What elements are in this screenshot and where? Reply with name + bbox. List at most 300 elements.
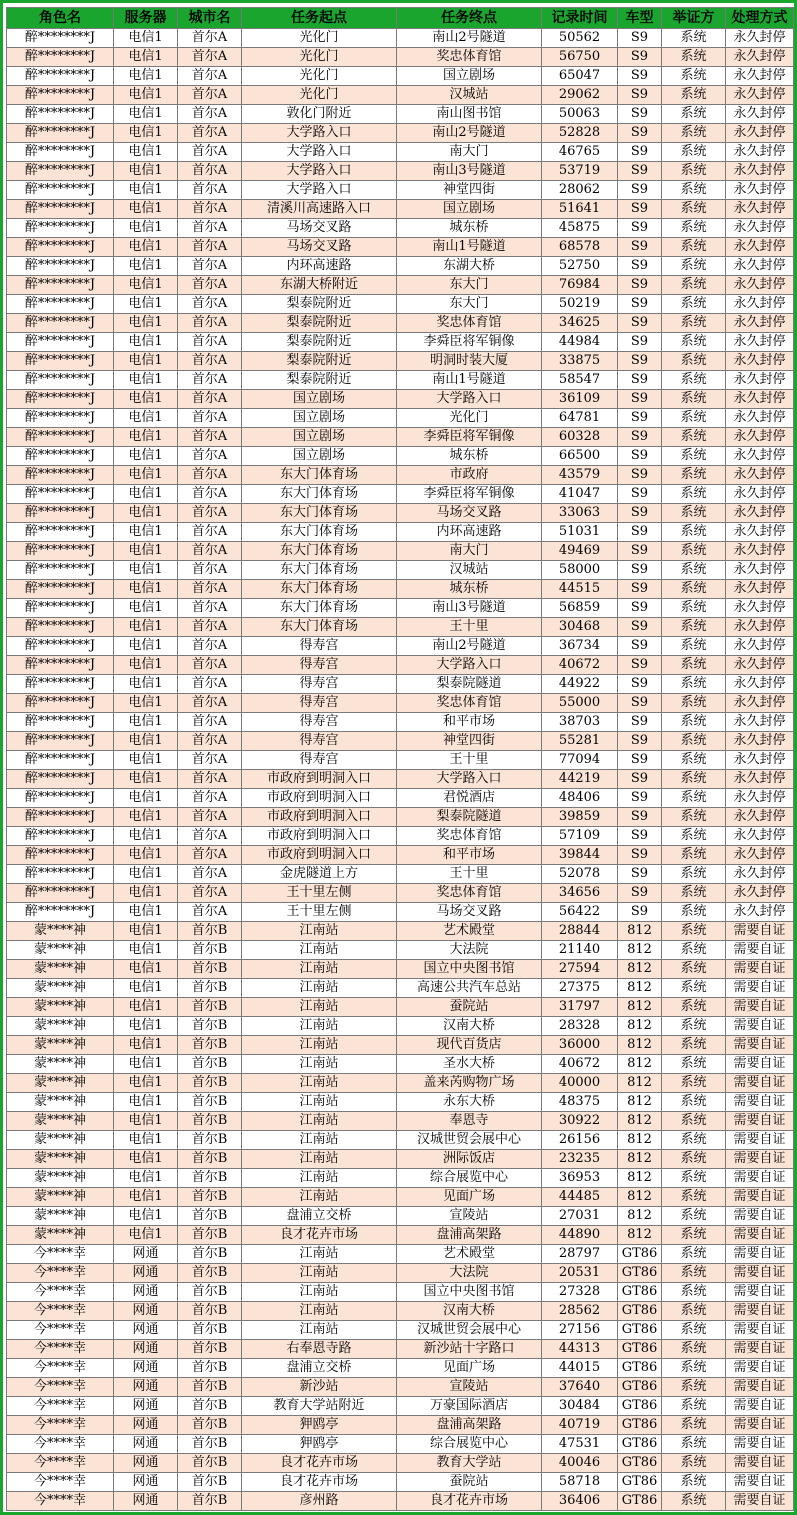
table-row [7,770,794,789]
end-point-cell: 城东桥 [397,580,542,599]
table-row [7,1473,794,1492]
city-cell: 首尔A [178,485,242,504]
car-model-cell: S9 [618,542,662,561]
table-row [7,447,794,466]
action-cell: 需要自证 [726,998,794,1017]
start-point-cell: 东大门体育场 [242,504,397,523]
end-point-cell: 李舜臣将军铜像 [397,333,542,352]
car-model-cell: S9 [618,466,662,485]
car-model-cell: S9 [618,428,662,447]
end-point-cell: 大学路入口 [397,770,542,789]
table-row [7,1264,794,1283]
end-point-cell: 圣水大桥 [397,1055,542,1074]
reporter-cell: 系统 [662,1492,726,1511]
car-model-cell: 812 [618,998,662,1017]
end-point-cell: 宣陵站 [397,1378,542,1397]
table-row [7,561,794,580]
role-name-cell: 蒙****神 [7,1074,114,1093]
record-time-cell: 57109 [542,827,618,846]
city-cell: 首尔A [178,618,242,637]
reporter-cell: 系统 [662,1473,726,1492]
city-cell: 首尔A [178,599,242,618]
city-cell: 首尔B [178,1454,242,1473]
action-cell: 需要自证 [726,1112,794,1131]
end-point-cell: 马场交叉路 [397,504,542,523]
action-cell: 永久封停 [726,580,794,599]
car-model-cell: GT86 [618,1359,662,1378]
record-time-cell: 27594 [542,960,618,979]
car-model-cell: S9 [618,523,662,542]
table-row [7,238,794,257]
city-cell: 首尔A [178,124,242,143]
table-row [7,941,794,960]
car-model-cell: S9 [618,238,662,257]
role-name-cell: 蒙****神 [7,1055,114,1074]
role-name-cell: 醉********J [7,770,114,789]
reporter-cell: 系统 [662,1359,726,1378]
reporter-cell: 系统 [662,352,726,371]
car-model-cell: GT86 [618,1454,662,1473]
table-row [7,1283,794,1302]
end-point-cell: 城东桥 [397,447,542,466]
end-point-cell: 梨泰院隧道 [397,808,542,827]
action-cell: 永久封停 [726,409,794,428]
start-point-cell: 东大门体育场 [242,618,397,637]
end-point-cell: 见面广场 [397,1359,542,1378]
record-time-cell: 44890 [542,1226,618,1245]
role-name-cell: 醉********J [7,162,114,181]
action-cell: 需要自证 [726,1321,794,1340]
action-cell: 需要自证 [726,1150,794,1169]
server-cell: 电信1 [114,979,178,998]
role-name-cell: 今****幸 [7,1321,114,1340]
role-name-cell: 蒙****神 [7,1226,114,1245]
end-point-cell: 和平市场 [397,713,542,732]
record-time-cell: 44313 [542,1340,618,1359]
role-name-cell: 蒙****神 [7,941,114,960]
table-row [7,1340,794,1359]
start-point-cell: 市政府到明洞入口 [242,770,397,789]
record-time-cell: 44515 [542,580,618,599]
server-cell: 电信1 [114,1150,178,1169]
end-point-cell: 艺术殿堂 [397,1245,542,1264]
car-model-cell: GT86 [618,1283,662,1302]
reporter-cell: 系统 [662,1017,726,1036]
end-point-cell: 良才花卉市场 [397,1492,542,1511]
reporter-cell: 系统 [662,846,726,865]
reporter-cell: 系统 [662,751,726,770]
role-name-cell: 醉********J [7,599,114,618]
end-point-cell: 明洞时装大厦 [397,352,542,371]
table-row [7,86,794,105]
role-name-cell: 醉********J [7,257,114,276]
record-time-cell: 29062 [542,86,618,105]
end-point-cell: 王十里 [397,618,542,637]
record-time-cell: 41047 [542,485,618,504]
table-row [7,466,794,485]
city-cell: 首尔B [178,1435,242,1454]
car-model-cell: S9 [618,314,662,333]
action-cell: 永久封停 [726,428,794,447]
server-cell: 电信1 [114,314,178,333]
record-time-cell: 36953 [542,1169,618,1188]
reporter-cell: 系统 [662,390,726,409]
server-cell: 电信1 [114,67,178,86]
role-name-cell: 醉********J [7,884,114,903]
server-cell: 电信1 [114,29,178,48]
role-name-cell: 醉********J [7,637,114,656]
table-row [7,1074,794,1093]
start-point-cell: 得寿宫 [242,675,397,694]
start-point-cell: 江南站 [242,1283,397,1302]
role-name-cell: 蒙****神 [7,1112,114,1131]
table-row [7,1378,794,1397]
record-time-cell: 40046 [542,1454,618,1473]
reporter-cell: 系统 [662,1093,726,1112]
city-cell: 首尔B [178,922,242,941]
end-point-cell: 蚕院站 [397,1473,542,1492]
city-cell: 首尔B [178,1416,242,1435]
car-model-cell: 812 [618,1017,662,1036]
start-point-cell: 江南站 [242,941,397,960]
start-point-cell: 江南站 [242,1112,397,1131]
action-cell: 永久封停 [726,751,794,770]
city-cell: 首尔A [178,637,242,656]
reporter-cell: 系统 [662,1188,726,1207]
column-header-car-model: 车型 [618,8,662,29]
table-row [7,200,794,219]
city-cell: 首尔B [178,979,242,998]
table-row [7,1036,794,1055]
server-cell: 电信1 [114,637,178,656]
city-cell: 首尔A [178,352,242,371]
start-point-cell: 得寿宫 [242,694,397,713]
action-cell: 永久封停 [726,561,794,580]
start-point-cell: 得寿宫 [242,732,397,751]
end-point-cell: 奖忠体育馆 [397,884,542,903]
end-point-cell: 大学路入口 [397,390,542,409]
table-row [7,428,794,447]
role-name-cell: 今****幸 [7,1473,114,1492]
role-name-cell: 醉********J [7,447,114,466]
record-time-cell: 40672 [542,1055,618,1074]
reporter-cell: 系统 [662,827,726,846]
start-point-cell: 国立剧场 [242,428,397,447]
car-model-cell: S9 [618,124,662,143]
action-cell: 需要自证 [726,922,794,941]
table-row [7,713,794,732]
start-point-cell: 狎鸥亭 [242,1416,397,1435]
table-row [7,1416,794,1435]
table-row [7,143,794,162]
role-name-cell: 今****幸 [7,1302,114,1321]
car-model-cell: S9 [618,200,662,219]
table-row [7,371,794,390]
start-point-cell: 新沙站 [242,1378,397,1397]
table-row [7,637,794,656]
record-time-cell: 33063 [542,504,618,523]
role-name-cell: 醉********J [7,827,114,846]
start-point-cell: 大学路入口 [242,143,397,162]
start-point-cell: 市政府到明洞入口 [242,789,397,808]
end-point-cell: 永东大桥 [397,1093,542,1112]
record-time-cell: 53719 [542,162,618,181]
end-point-cell: 奖忠体育馆 [397,48,542,67]
reporter-cell: 系统 [662,1340,726,1359]
end-point-cell: 奖忠体育馆 [397,314,542,333]
server-cell: 网通 [114,1264,178,1283]
column-header-start-point: 任务起点 [242,8,397,29]
record-time-cell: 21140 [542,941,618,960]
record-time-cell: 51031 [542,523,618,542]
record-time-cell: 40000 [542,1074,618,1093]
server-cell: 网通 [114,1378,178,1397]
record-time-cell: 52828 [542,124,618,143]
server-cell: 电信1 [114,1131,178,1150]
table-row [7,1302,794,1321]
table-row [7,162,794,181]
role-name-cell: 醉********J [7,808,114,827]
record-time-cell: 45875 [542,219,618,238]
record-time-cell: 39859 [542,808,618,827]
server-cell: 电信1 [114,504,178,523]
record-time-cell: 20531 [542,1264,618,1283]
role-name-cell: 醉********J [7,390,114,409]
end-point-cell: 奖忠体育馆 [397,694,542,713]
car-model-cell: S9 [618,371,662,390]
start-point-cell: 江南站 [242,1245,397,1264]
reporter-cell: 系统 [662,1150,726,1169]
city-cell: 首尔A [178,314,242,333]
role-name-cell: 醉********J [7,181,114,200]
table-row [7,808,794,827]
start-point-cell: 东大门体育场 [242,599,397,618]
reporter-cell: 系统 [662,1131,726,1150]
action-cell: 需要自证 [726,979,794,998]
reporter-cell: 系统 [662,371,726,390]
server-cell: 电信1 [114,352,178,371]
action-cell: 永久封停 [726,637,794,656]
action-cell: 需要自证 [726,1055,794,1074]
end-point-cell: 李舜臣将军铜像 [397,485,542,504]
server-cell: 网通 [114,1492,178,1511]
reporter-cell: 系统 [662,542,726,561]
start-point-cell: 梨泰院附近 [242,371,397,390]
action-cell: 需要自证 [726,1188,794,1207]
action-cell: 需要自证 [726,1264,794,1283]
end-point-cell: 市政府 [397,466,542,485]
server-cell: 电信1 [114,485,178,504]
car-model-cell: S9 [618,257,662,276]
city-cell: 首尔A [178,428,242,447]
end-point-cell: 汉城世贸会展中心 [397,1131,542,1150]
table-row [7,29,794,48]
reporter-cell: 系统 [662,1302,726,1321]
car-model-cell: GT86 [618,1435,662,1454]
role-name-cell: 蒙****神 [7,960,114,979]
action-cell: 永久封停 [726,884,794,903]
car-model-cell: 812 [618,941,662,960]
reporter-cell: 系统 [662,808,726,827]
table-row [7,599,794,618]
car-model-cell: S9 [618,694,662,713]
car-model-cell: S9 [618,29,662,48]
role-name-cell: 醉********J [7,789,114,808]
column-header-server: 服务器 [114,8,178,29]
role-name-cell: 醉********J [7,219,114,238]
table-row [7,1359,794,1378]
action-cell: 永久封停 [726,67,794,86]
start-point-cell: 光化门 [242,86,397,105]
server-cell: 电信1 [114,732,178,751]
table-row [7,580,794,599]
record-time-cell: 23235 [542,1150,618,1169]
record-time-cell: 66500 [542,447,618,466]
end-point-cell: 现代百货店 [397,1036,542,1055]
city-cell: 首尔B [178,1093,242,1112]
start-point-cell: 大学路入口 [242,181,397,200]
role-name-cell: 蒙****神 [7,1036,114,1055]
action-cell: 永久封停 [726,542,794,561]
city-cell: 首尔B [178,1207,242,1226]
city-cell: 首尔A [178,770,242,789]
table-row [7,409,794,428]
end-point-cell: 神堂四街 [397,181,542,200]
car-model-cell: S9 [618,770,662,789]
record-time-cell: 51641 [542,200,618,219]
city-cell: 首尔B [178,960,242,979]
penalty-table [6,7,794,1511]
server-cell: 电信1 [114,827,178,846]
city-cell: 首尔A [178,390,242,409]
city-cell: 首尔B [178,1473,242,1492]
reporter-cell: 系统 [662,941,726,960]
action-cell: 永久封停 [726,276,794,295]
reporter-cell: 系统 [662,713,726,732]
role-name-cell: 醉********J [7,485,114,504]
table-row [7,827,794,846]
city-cell: 首尔A [178,751,242,770]
reporter-cell: 系统 [662,1435,726,1454]
table-row [7,352,794,371]
record-time-cell: 44015 [542,1359,618,1378]
end-point-cell: 南山1号隧道 [397,238,542,257]
action-cell: 永久封停 [726,656,794,675]
table-row [7,504,794,523]
role-name-cell: 醉********J [7,105,114,124]
start-point-cell: 江南站 [242,1017,397,1036]
reporter-cell: 系统 [662,86,726,105]
city-cell: 首尔A [178,580,242,599]
car-model-cell: S9 [618,713,662,732]
city-cell: 首尔B [178,1131,242,1150]
server-cell: 电信1 [114,1207,178,1226]
server-cell: 电信1 [114,219,178,238]
role-name-cell: 醉********J [7,371,114,390]
table-row [7,618,794,637]
role-name-cell: 醉********J [7,238,114,257]
car-model-cell: S9 [618,751,662,770]
start-point-cell: 梨泰院附近 [242,333,397,352]
city-cell: 首尔A [178,713,242,732]
city-cell: 首尔A [178,143,242,162]
car-model-cell: S9 [618,86,662,105]
reporter-cell: 系统 [662,675,726,694]
end-point-cell: 马场交叉路 [397,903,542,922]
start-point-cell: 江南站 [242,1302,397,1321]
role-name-cell: 蒙****神 [7,979,114,998]
table-row [7,1188,794,1207]
server-cell: 网通 [114,1473,178,1492]
start-point-cell: 狎鸥亭 [242,1435,397,1454]
city-cell: 首尔A [178,561,242,580]
server-cell: 网通 [114,1435,178,1454]
role-name-cell: 蒙****神 [7,1150,114,1169]
action-cell: 永久封停 [726,257,794,276]
server-cell: 电信1 [114,1055,178,1074]
car-model-cell: S9 [618,162,662,181]
end-point-cell: 君悦酒店 [397,789,542,808]
action-cell: 需要自证 [726,1473,794,1492]
table-row [7,1321,794,1340]
reporter-cell: 系统 [662,162,726,181]
role-name-cell: 今****幸 [7,1492,114,1511]
car-model-cell: S9 [618,903,662,922]
start-point-cell: 光化门 [242,67,397,86]
server-cell: 电信1 [114,865,178,884]
start-point-cell: 江南站 [242,1188,397,1207]
table-row [7,181,794,200]
reporter-cell: 系统 [662,599,726,618]
column-header-action: 处理方式 [726,8,794,29]
end-point-cell: 汉南大桥 [397,1302,542,1321]
server-cell: 电信1 [114,1093,178,1112]
car-model-cell: S9 [618,732,662,751]
reporter-cell: 系统 [662,257,726,276]
car-model-cell: 812 [618,1036,662,1055]
action-cell: 永久封停 [726,504,794,523]
car-model-cell: S9 [618,390,662,409]
end-point-cell: 南山1号隧道 [397,371,542,390]
record-time-cell: 43579 [542,466,618,485]
end-point-cell: 高速公共汽车总站 [397,979,542,998]
record-time-cell: 27031 [542,1207,618,1226]
action-cell: 永久封停 [726,29,794,48]
car-model-cell: 812 [618,922,662,941]
role-name-cell: 醉********J [7,523,114,542]
reporter-cell: 系统 [662,1036,726,1055]
record-time-cell: 39844 [542,846,618,865]
role-name-cell: 醉********J [7,200,114,219]
server-cell: 网通 [114,1321,178,1340]
action-cell: 永久封停 [726,713,794,732]
car-model-cell: S9 [618,789,662,808]
reporter-cell: 系统 [662,1169,726,1188]
city-cell: 首尔B [178,1359,242,1378]
role-name-cell: 蒙****神 [7,1188,114,1207]
reporter-cell: 系统 [662,656,726,675]
start-point-cell: 良才花卉市场 [242,1454,397,1473]
server-cell: 电信1 [114,1112,178,1131]
server-cell: 电信1 [114,48,178,67]
record-time-cell: 50063 [542,105,618,124]
record-time-cell: 36734 [542,637,618,656]
role-name-cell: 醉********J [7,561,114,580]
action-cell: 需要自证 [726,1378,794,1397]
server-cell: 电信1 [114,846,178,865]
reporter-cell: 系统 [662,732,726,751]
city-cell: 首尔A [178,656,242,675]
